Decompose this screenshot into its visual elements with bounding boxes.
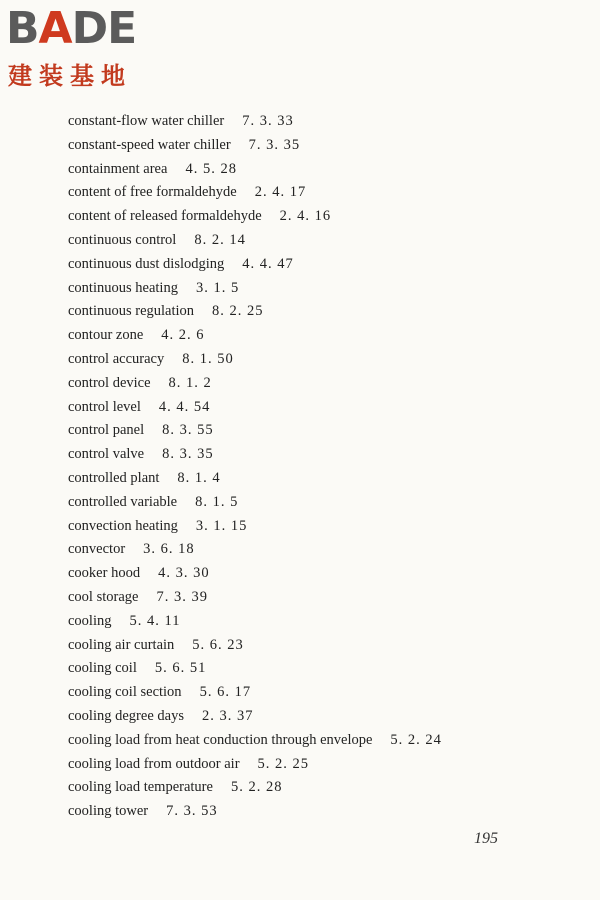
index-reference: 3. 1. 15 (195, 517, 248, 534)
index-term: continuous control (68, 231, 177, 248)
index-entry (68, 657, 442, 681)
index-term: cooling coil (68, 660, 137, 677)
index-reference: 4. 4. 54 (158, 398, 211, 415)
index-entry (68, 181, 442, 205)
index-reference: 5. 4. 11 (129, 612, 181, 629)
index-reference: 7. 3. 35 (248, 136, 301, 153)
index-term: control valve (68, 446, 145, 463)
index-term: cooling load from heat conduction through envelope (68, 731, 373, 748)
index-entry (68, 300, 442, 324)
index-term: cooling load temperature (68, 779, 213, 796)
index-reference: 7. 3. 53 (166, 803, 218, 820)
index-reference: 8. 3. 55 (162, 422, 214, 439)
index-reference: 2. 4. 16 (279, 208, 332, 225)
index-term: controlled plant (68, 469, 160, 486)
index-term: continuous regulation (68, 303, 195, 320)
index-entry (68, 419, 442, 443)
index-entry (68, 443, 442, 467)
index-entry (68, 610, 442, 634)
index-term: control panel (68, 422, 145, 439)
bade-logo (6, 4, 176, 94)
index-reference: 5. 6. 51 (154, 660, 207, 677)
index-reference: 7. 3. 33 (242, 113, 294, 129)
index-reference: 5. 6. 23 (192, 636, 244, 653)
index-reference: 2. 4. 17 (254, 184, 307, 201)
index-reference: 5. 2. 25 (257, 755, 310, 772)
index-reference: 8. 1. 2 (168, 374, 212, 391)
index-entry (68, 277, 442, 301)
index-entry (68, 562, 442, 586)
index-entry (68, 800, 442, 824)
index-entry (68, 396, 442, 420)
index-term: containment area (68, 160, 168, 177)
index-term: convection heating (68, 517, 178, 534)
index-entry (68, 538, 442, 562)
index-term: cooling tower (68, 803, 149, 820)
index-entry (68, 158, 442, 182)
index-term: cooling air curtain (68, 636, 175, 653)
index-entry (68, 753, 442, 777)
index-term: control accuracy (68, 350, 165, 367)
index-term: continuous dust dislodging (68, 255, 225, 272)
index-reference: 8. 3. 35 (162, 446, 214, 463)
index-term: controlled variable (68, 493, 178, 510)
index-reference: 8. 1. 50 (182, 350, 234, 367)
index-reference: 8. 1. 5 (195, 493, 239, 510)
index-reference: 5. 6. 17 (199, 684, 252, 701)
index-reference: 8. 2. 25 (212, 303, 264, 320)
index-entry (68, 253, 442, 277)
index-reference: 4. 4. 47 (242, 255, 294, 272)
index-entry (68, 634, 442, 658)
index-entry (68, 515, 442, 539)
index-reference: 2. 3. 37 (201, 707, 254, 724)
index-entry (68, 229, 442, 253)
index-term: content of released formaldehyde (68, 208, 262, 225)
index-reference: 3. 1. 5 (195, 279, 240, 296)
page-number: 195 (474, 830, 498, 847)
index-entry (68, 467, 442, 491)
index-entry (68, 110, 442, 134)
index-reference: 8. 2. 14 (194, 231, 246, 248)
index-term: contour zone (68, 327, 144, 344)
index-entry (68, 372, 442, 396)
index-term: cooling degree days (68, 707, 184, 724)
index-term: cooling load from outdoor air (68, 755, 240, 772)
index-reference: 5. 2. 28 (230, 779, 283, 796)
index-entry (68, 705, 442, 729)
logo-chinese-text: 建装基地 (8, 62, 132, 90)
index-entry (68, 729, 442, 753)
index-reference: 7. 3. 39 (156, 588, 208, 605)
index-term: constant-flow water chiller (68, 113, 225, 129)
index-entry (68, 776, 442, 800)
index-term: cool storage (68, 588, 139, 605)
logo-wordmark (6, 4, 136, 54)
index-term: cooker hood (68, 565, 141, 582)
index-reference: 8. 1. 4 (177, 469, 221, 486)
index-term: constant-speed water chiller (68, 136, 231, 153)
index-entry (68, 681, 442, 705)
index-reference: 3. 6. 18 (143, 541, 195, 558)
index-entry (68, 134, 442, 158)
index-list (68, 110, 442, 824)
index-reference: 4. 2. 6 (161, 327, 205, 344)
index-term: cooling coil section (68, 684, 182, 701)
index-term: cooling (68, 612, 112, 629)
index-term: control level (68, 398, 141, 415)
index-reference: 5. 2. 24 (390, 731, 442, 748)
logo-letter-b: B (6, 3, 39, 54)
index-entry (68, 324, 442, 348)
logo-letter-a: A (38, 3, 72, 54)
index-term: continuous heating (68, 279, 178, 296)
index-term: convector (68, 541, 126, 558)
index-term: control device (68, 374, 151, 391)
logo-letters-de: DE (71, 3, 137, 54)
index-reference: 4. 5. 28 (185, 160, 237, 177)
index-entry (68, 348, 442, 372)
index-entry (68, 586, 442, 610)
index-term: content of free formaldehyde (68, 184, 237, 201)
index-entry (68, 205, 442, 229)
index-entry (68, 491, 442, 515)
index-reference: 4. 3. 30 (158, 565, 210, 582)
